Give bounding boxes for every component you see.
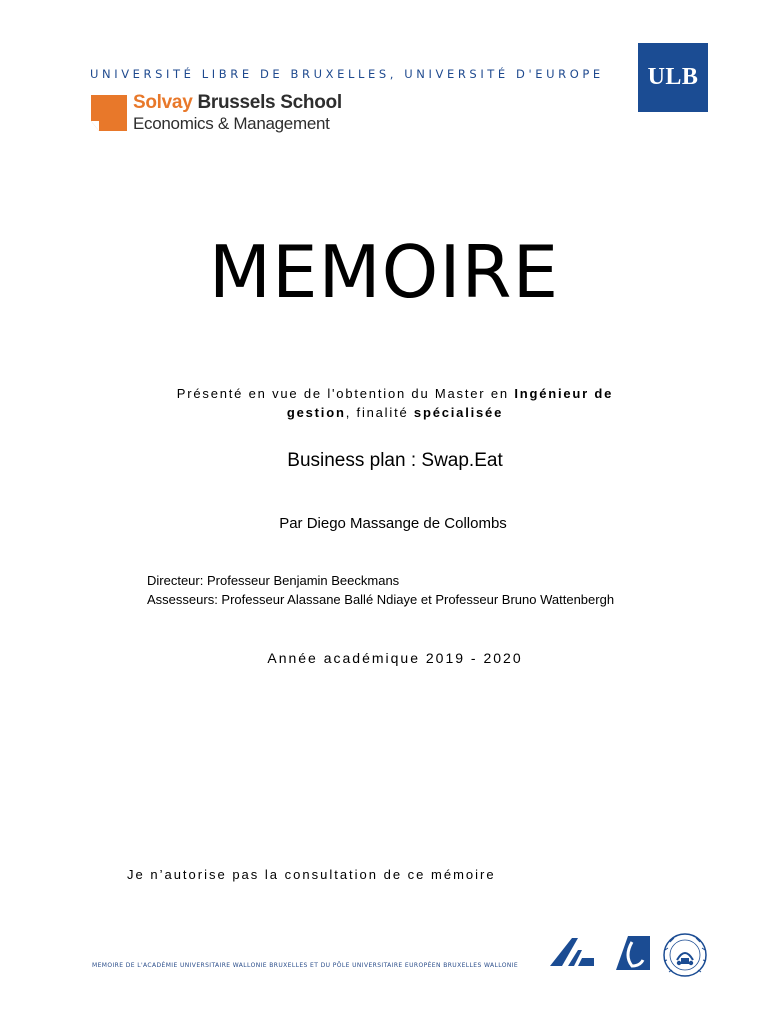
specialization: spécialisée	[413, 405, 504, 420]
director-label: Directeur:	[147, 573, 204, 588]
thesis-subject: Business plan : Swap.Eat	[287, 450, 503, 471]
university-seal-icon	[662, 932, 708, 978]
director-line	[147, 573, 399, 588]
pole-universitaire-logo-icon	[610, 932, 652, 972]
university-tagline: UNIVERSITÉ LIBRE DE BRUXELLES, UNIVERSITÉ D'EUROPE	[90, 67, 604, 81]
presented-text-2: , finalité	[345, 405, 414, 420]
assessors-label: Assesseurs:	[147, 592, 218, 607]
author-line: Par Diego Massange de Collombs	[279, 515, 507, 532]
academic-year: Année académique 2019 - 2020	[267, 650, 523, 666]
assessors-value: Professeur Alassane Ballé Ndiaye et Professeur Bruno Wattenbergh	[217, 592, 615, 607]
school-name	[133, 92, 342, 114]
footer-text: MEMOIRE DE L'ACADÉMIE UNIVERSITAIRE WALLONIE BRUXELLES ET DU PÔLE UNIVERSITAIRE EUROPÉEN BRUXELLES WALLONIE	[92, 962, 519, 969]
presented-statement	[150, 384, 640, 422]
school-subtitle: Economics & Management	[133, 114, 330, 133]
academy-triangle-logo-icon	[548, 936, 596, 968]
ulb-logo-text: ULB	[647, 64, 699, 90]
authorisation-statement: Je n’autorise pas la consultation de ce mémoire	[127, 867, 496, 882]
director-value: Professeur Benjamin Beeckmans	[203, 573, 400, 588]
document-title: MEMOIRE	[208, 230, 560, 314]
degree-name: Ingénieur de gestion	[286, 386, 614, 420]
school-name-solvay: Solvay	[133, 92, 193, 113]
school-name-rest: Brussels School	[192, 92, 342, 113]
solvay-logo-icon	[91, 95, 127, 131]
ulb-logo	[638, 43, 708, 112]
assessors-line	[147, 592, 614, 607]
presented-text-1: Présenté en vue de l'obtention du Master en	[176, 386, 515, 401]
